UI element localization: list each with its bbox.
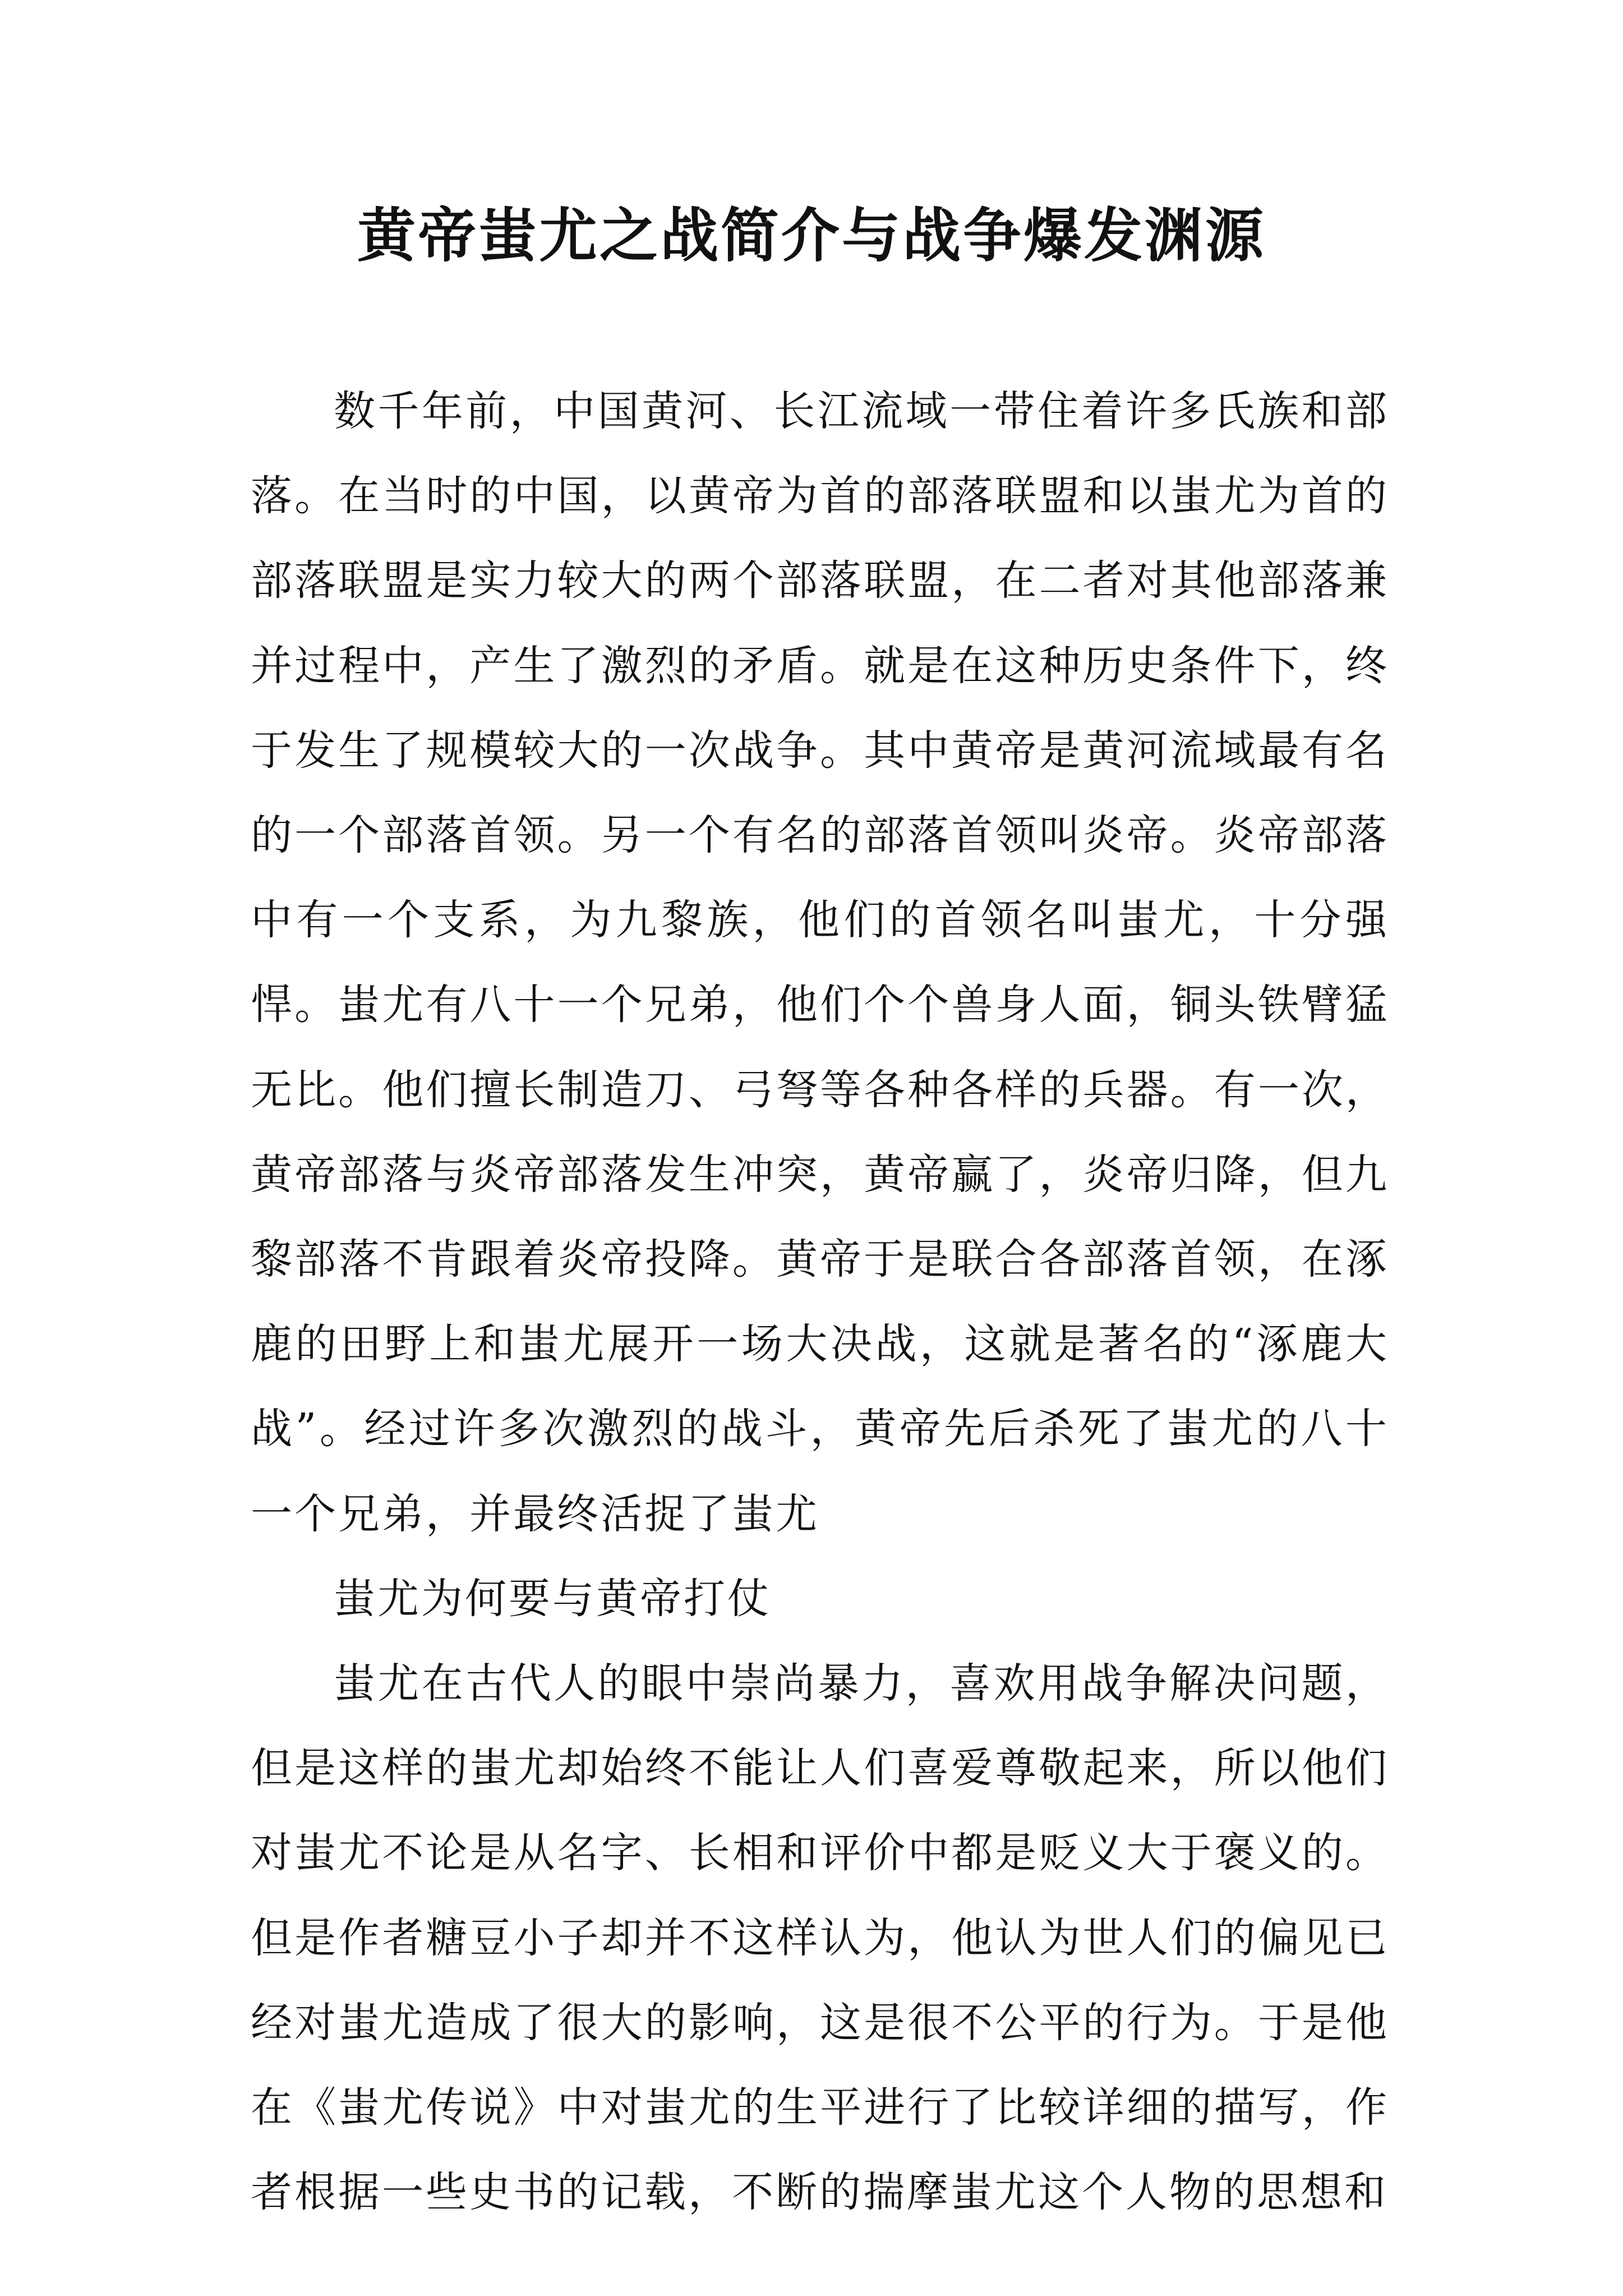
document-body xyxy=(251,369,1389,2235)
paragraph-analysis: 蚩尤在古代人的眼中崇尚暴力，喜欢用战争解决问题，但是这样的蚩尤却始终不能让人们喜爱尊敬起来，所以他们对蚩尤不论是从名字、长相和评价中都是贬义大于褒义的。但是作者糖豆小子却并不这样认为，他认为世人们的偏见已经对蚩尤造成了很大的影响，这是很不公平的行为。于是他在《蚩尤传说》中对蚩尤的生平进行了比较详细的描写，作者根据一些史书的记载，不断的揣摩蚩尤这个人物的思想和 xyxy=(251,1659,1389,2217)
section-heading: 蚩尤为何要与黄帝打仗 xyxy=(334,1574,771,1623)
paragraph-intro: 数千年前，中国黄河、长江流域一带住着许多氏族和部落。在当时的中国，以黄帝为首的部落联盟和以蚩尤为首的部落联盟是实力较大的两个部落联盟，在二者对其他部落兼并过程中，产生了激烈的矛盾。就是在这种历史条件下，终于发生了规模较大的一次战争。其中黄帝是黄河流域最有名的一个部落首领。另一个有名的部落首领叫炎帝。炎帝部落中有一个支系，为九黎族，他们的首领名叫蚩尤，十分强悍。蚩尤有八十一个兄弟，他们个个兽身人面，铜头铁臂猛无比。他们擅长制造刀、弓弩等各种各样的兵器。有一次，黄帝部落与炎帝部落发生冲突，黄帝赢了，炎帝归降，但九黎部落不肯跟着炎帝投降。黄帝于是联合各部落首领，在涿鹿的田野上和蚩尤展开一场大决战，这就是著名的“涿鹿大战”。经过许多次激烈的战斗，黄帝先后杀死了蚩尤的八十一个兄弟，并最终活捉了蚩尤 xyxy=(251,387,1389,1538)
document-title: 黄帝蚩尤之战简介与战争爆发渊源 xyxy=(357,201,1266,270)
